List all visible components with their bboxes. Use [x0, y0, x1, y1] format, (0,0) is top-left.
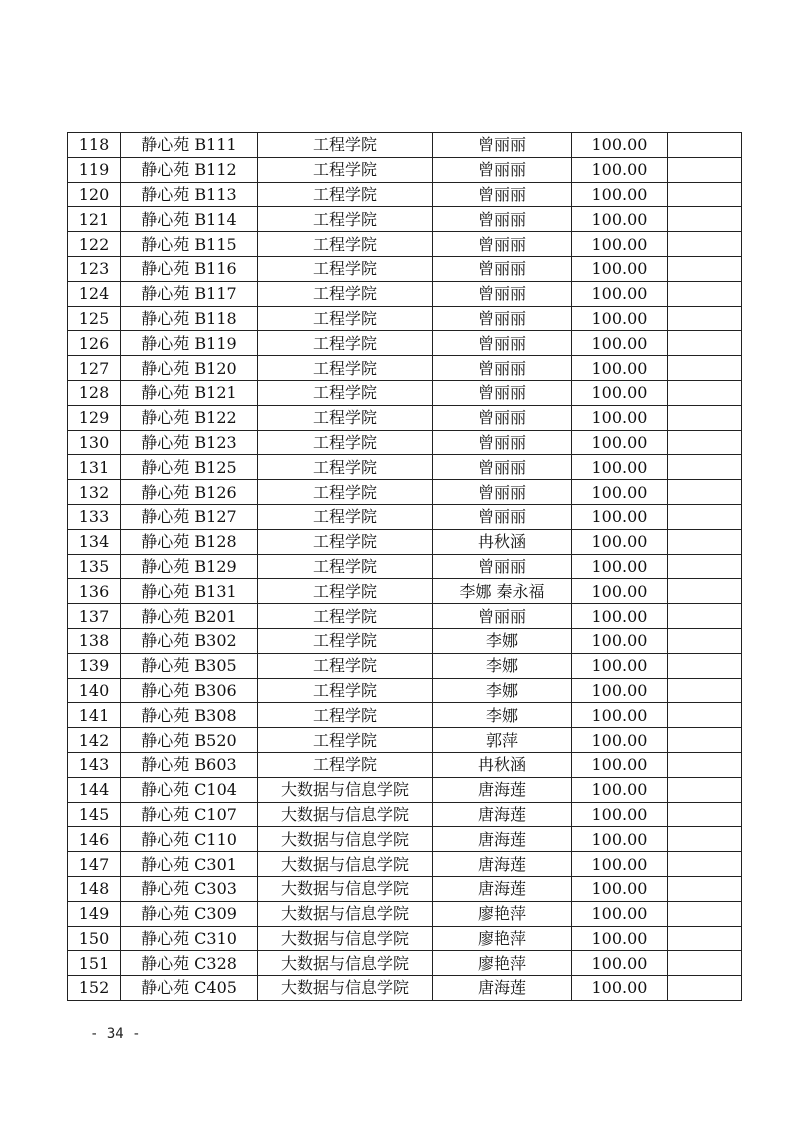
cell-amount: 100.00 — [572, 380, 668, 405]
cell-college: 工程学院 — [258, 157, 433, 182]
cell-amount: 100.00 — [572, 256, 668, 281]
cell-college: 工程学院 — [258, 728, 433, 753]
cell-college: 工程学院 — [258, 604, 433, 629]
table-row — [68, 703, 742, 728]
cell-room: 静心苑 C405 — [121, 976, 258, 1001]
cell-person-in-charge: 唐海莲 — [433, 852, 572, 877]
cell-amount: 100.00 — [572, 455, 668, 480]
cell-college: 工程学院 — [258, 703, 433, 728]
cell-row-number: 150 — [68, 926, 121, 951]
cell-amount: 100.00 — [572, 480, 668, 505]
cell-remark — [668, 951, 742, 976]
cell-room: 静心苑 C310 — [121, 926, 258, 951]
cell-remark — [668, 157, 742, 182]
cell-person-in-charge: 郭萍 — [433, 728, 572, 753]
cell-amount: 100.00 — [572, 752, 668, 777]
cell-college: 工程学院 — [258, 331, 433, 356]
cell-person-in-charge: 曾丽丽 — [433, 554, 572, 579]
cell-row-number: 148 — [68, 876, 121, 901]
cell-college: 大数据与信息学院 — [258, 976, 433, 1001]
cell-row-number: 123 — [68, 256, 121, 281]
cell-row-number: 131 — [68, 455, 121, 480]
cell-room: 静心苑 B117 — [121, 281, 258, 306]
table-row — [68, 380, 742, 405]
cell-room: 静心苑 B126 — [121, 480, 258, 505]
cell-person-in-charge: 李娜 — [433, 628, 572, 653]
cell-college: 工程学院 — [258, 380, 433, 405]
cell-remark — [668, 529, 742, 554]
cell-room: 静心苑 B119 — [121, 331, 258, 356]
cell-person-in-charge: 唐海莲 — [433, 876, 572, 901]
cell-room: 静心苑 B603 — [121, 752, 258, 777]
cell-room: 静心苑 C110 — [121, 827, 258, 852]
cell-amount: 100.00 — [572, 901, 668, 926]
cell-room: 静心苑 B127 — [121, 504, 258, 529]
cell-person-in-charge: 曾丽丽 — [433, 430, 572, 455]
cell-row-number: 137 — [68, 604, 121, 629]
cell-room: 静心苑 B131 — [121, 579, 258, 604]
dormitory-table-container — [67, 132, 741, 1001]
cell-college: 大数据与信息学院 — [258, 901, 433, 926]
cell-row-number: 135 — [68, 554, 121, 579]
cell-row-number: 132 — [68, 480, 121, 505]
table-row — [68, 455, 742, 480]
cell-amount: 100.00 — [572, 827, 668, 852]
cell-room: 静心苑 B520 — [121, 728, 258, 753]
cell-college: 工程学院 — [258, 480, 433, 505]
table-row — [68, 480, 742, 505]
cell-remark — [668, 430, 742, 455]
cell-row-number: 140 — [68, 678, 121, 703]
cell-row-number: 129 — [68, 405, 121, 430]
cell-amount: 100.00 — [572, 157, 668, 182]
cell-room: 静心苑 C328 — [121, 951, 258, 976]
cell-row-number: 125 — [68, 306, 121, 331]
cell-college: 工程学院 — [258, 133, 433, 158]
cell-amount: 100.00 — [572, 876, 668, 901]
cell-remark — [668, 232, 742, 257]
cell-remark — [668, 281, 742, 306]
cell-remark — [668, 455, 742, 480]
cell-college: 工程学院 — [258, 306, 433, 331]
table-row — [68, 777, 742, 802]
cell-person-in-charge: 曾丽丽 — [433, 604, 572, 629]
cell-remark — [668, 182, 742, 207]
table-row — [68, 876, 742, 901]
cell-amount: 100.00 — [572, 653, 668, 678]
cell-amount: 100.00 — [572, 852, 668, 877]
cell-person-in-charge: 冉秋涵 — [433, 529, 572, 554]
cell-room: 静心苑 B306 — [121, 678, 258, 703]
cell-row-number: 126 — [68, 331, 121, 356]
cell-amount: 100.00 — [572, 306, 668, 331]
table-row — [68, 504, 742, 529]
cell-person-in-charge: 曾丽丽 — [433, 480, 572, 505]
cell-person-in-charge: 曾丽丽 — [433, 281, 572, 306]
cell-amount: 100.00 — [572, 133, 668, 158]
cell-row-number: 141 — [68, 703, 121, 728]
cell-remark — [668, 579, 742, 604]
cell-remark — [668, 926, 742, 951]
cell-remark — [668, 256, 742, 281]
table-body — [68, 133, 742, 1001]
cell-person-in-charge: 唐海莲 — [433, 802, 572, 827]
cell-amount: 100.00 — [572, 405, 668, 430]
cell-room: 静心苑 B118 — [121, 306, 258, 331]
table-row — [68, 356, 742, 381]
table-row — [68, 157, 742, 182]
cell-remark — [668, 306, 742, 331]
cell-person-in-charge: 曾丽丽 — [433, 157, 572, 182]
cell-room: 静心苑 B114 — [121, 207, 258, 232]
cell-college: 工程学院 — [258, 356, 433, 381]
cell-person-in-charge: 曾丽丽 — [433, 133, 572, 158]
cell-person-in-charge: 曾丽丽 — [433, 455, 572, 480]
cell-person-in-charge: 唐海莲 — [433, 827, 572, 852]
table-row — [68, 976, 742, 1001]
table-row — [68, 951, 742, 976]
cell-college: 大数据与信息学院 — [258, 876, 433, 901]
cell-person-in-charge: 曾丽丽 — [433, 356, 572, 381]
cell-row-number: 151 — [68, 951, 121, 976]
cell-room: 静心苑 B112 — [121, 157, 258, 182]
cell-remark — [668, 852, 742, 877]
cell-person-in-charge: 曾丽丽 — [433, 182, 572, 207]
cell-row-number: 142 — [68, 728, 121, 753]
cell-amount: 100.00 — [572, 728, 668, 753]
cell-remark — [668, 976, 742, 1001]
cell-amount: 100.00 — [572, 604, 668, 629]
cell-room: 静心苑 B111 — [121, 133, 258, 158]
cell-room: 静心苑 B120 — [121, 356, 258, 381]
cell-amount: 100.00 — [572, 703, 668, 728]
cell-amount: 100.00 — [572, 926, 668, 951]
cell-remark — [668, 480, 742, 505]
table-row — [68, 232, 742, 257]
cell-row-number: 122 — [68, 232, 121, 257]
table-row — [68, 430, 742, 455]
cell-remark — [668, 504, 742, 529]
cell-person-in-charge: 曾丽丽 — [433, 331, 572, 356]
cell-person-in-charge: 唐海莲 — [433, 976, 572, 1001]
cell-college: 工程学院 — [258, 430, 433, 455]
cell-college: 工程学院 — [258, 752, 433, 777]
cell-remark — [668, 678, 742, 703]
cell-college: 工程学院 — [258, 554, 433, 579]
cell-amount: 100.00 — [572, 777, 668, 802]
cell-room: 静心苑 C104 — [121, 777, 258, 802]
table-row — [68, 752, 742, 777]
cell-amount: 100.00 — [572, 356, 668, 381]
cell-amount: 100.00 — [572, 802, 668, 827]
cell-amount: 100.00 — [572, 232, 668, 257]
page-number: - 34 - — [90, 1026, 141, 1042]
cell-amount: 100.00 — [572, 281, 668, 306]
cell-room: 静心苑 B113 — [121, 182, 258, 207]
table-row — [68, 653, 742, 678]
table-row — [68, 306, 742, 331]
cell-person-in-charge: 曾丽丽 — [433, 306, 572, 331]
table-row — [68, 901, 742, 926]
cell-remark — [668, 331, 742, 356]
cell-row-number: 152 — [68, 976, 121, 1001]
table-row — [68, 529, 742, 554]
table-row — [68, 331, 742, 356]
cell-room: 静心苑 B122 — [121, 405, 258, 430]
cell-room: 静心苑 C303 — [121, 876, 258, 901]
cell-amount: 100.00 — [572, 529, 668, 554]
cell-person-in-charge: 曾丽丽 — [433, 256, 572, 281]
cell-college: 工程学院 — [258, 529, 433, 554]
cell-college: 工程学院 — [258, 207, 433, 232]
cell-college: 大数据与信息学院 — [258, 926, 433, 951]
table-row — [68, 256, 742, 281]
cell-remark — [668, 604, 742, 629]
cell-amount: 100.00 — [572, 504, 668, 529]
table-row — [68, 554, 742, 579]
cell-remark — [668, 827, 742, 852]
cell-room: 静心苑 B129 — [121, 554, 258, 579]
cell-remark — [668, 405, 742, 430]
cell-remark — [668, 653, 742, 678]
cell-remark — [668, 554, 742, 579]
cell-room: 静心苑 C107 — [121, 802, 258, 827]
cell-amount: 100.00 — [572, 678, 668, 703]
cell-row-number: 146 — [68, 827, 121, 852]
cell-person-in-charge: 廖艳萍 — [433, 901, 572, 926]
table-row — [68, 628, 742, 653]
cell-row-number: 120 — [68, 182, 121, 207]
cell-remark — [668, 207, 742, 232]
cell-row-number: 144 — [68, 777, 121, 802]
cell-row-number: 136 — [68, 579, 121, 604]
cell-room: 静心苑 C309 — [121, 901, 258, 926]
cell-amount: 100.00 — [572, 430, 668, 455]
table-row — [68, 579, 742, 604]
cell-college: 大数据与信息学院 — [258, 827, 433, 852]
cell-remark — [668, 628, 742, 653]
cell-person-in-charge: 曾丽丽 — [433, 232, 572, 257]
cell-college: 工程学院 — [258, 579, 433, 604]
cell-person-in-charge: 廖艳萍 — [433, 951, 572, 976]
cell-remark — [668, 752, 742, 777]
cell-room: 静心苑 B115 — [121, 232, 258, 257]
cell-row-number: 147 — [68, 852, 121, 877]
cell-remark — [668, 133, 742, 158]
cell-person-in-charge: 曾丽丽 — [433, 380, 572, 405]
cell-row-number: 133 — [68, 504, 121, 529]
cell-college: 大数据与信息学院 — [258, 852, 433, 877]
cell-person-in-charge: 李娜 — [433, 678, 572, 703]
cell-row-number: 118 — [68, 133, 121, 158]
cell-college: 工程学院 — [258, 628, 433, 653]
cell-college: 工程学院 — [258, 281, 433, 306]
cell-row-number: 145 — [68, 802, 121, 827]
cell-row-number: 139 — [68, 653, 121, 678]
table-row — [68, 281, 742, 306]
cell-row-number: 143 — [68, 752, 121, 777]
cell-college: 大数据与信息学院 — [258, 951, 433, 976]
table-row — [68, 827, 742, 852]
cell-amount: 100.00 — [572, 182, 668, 207]
cell-row-number: 130 — [68, 430, 121, 455]
table-row — [68, 207, 742, 232]
cell-row-number: 128 — [68, 380, 121, 405]
dormitory-fee-table — [67, 132, 742, 1001]
table-row — [68, 802, 742, 827]
cell-remark — [668, 703, 742, 728]
cell-college: 工程学院 — [258, 678, 433, 703]
table-row — [68, 678, 742, 703]
cell-person-in-charge: 唐海莲 — [433, 777, 572, 802]
cell-college: 工程学院 — [258, 232, 433, 257]
cell-row-number: 138 — [68, 628, 121, 653]
cell-row-number: 119 — [68, 157, 121, 182]
cell-amount: 100.00 — [572, 207, 668, 232]
cell-amount: 100.00 — [572, 951, 668, 976]
cell-remark — [668, 802, 742, 827]
cell-row-number: 149 — [68, 901, 121, 926]
cell-college: 工程学院 — [258, 455, 433, 480]
cell-row-number: 134 — [68, 529, 121, 554]
cell-person-in-charge: 曾丽丽 — [433, 504, 572, 529]
cell-room: 静心苑 B308 — [121, 703, 258, 728]
cell-person-in-charge: 廖艳萍 — [433, 926, 572, 951]
cell-remark — [668, 728, 742, 753]
cell-row-number: 127 — [68, 356, 121, 381]
cell-remark — [668, 876, 742, 901]
cell-row-number: 121 — [68, 207, 121, 232]
table-row — [68, 728, 742, 753]
cell-person-in-charge: 冉秋涵 — [433, 752, 572, 777]
cell-college: 工程学院 — [258, 256, 433, 281]
cell-remark — [668, 901, 742, 926]
table-row — [68, 604, 742, 629]
cell-person-in-charge: 李娜 — [433, 703, 572, 728]
cell-college: 工程学院 — [258, 504, 433, 529]
cell-person-in-charge: 曾丽丽 — [433, 207, 572, 232]
cell-room: 静心苑 B305 — [121, 653, 258, 678]
table-row — [68, 182, 742, 207]
cell-person-in-charge: 李娜 秦永福 — [433, 579, 572, 604]
cell-room: 静心苑 C301 — [121, 852, 258, 877]
table-row — [68, 852, 742, 877]
cell-college: 工程学院 — [258, 405, 433, 430]
cell-amount: 100.00 — [572, 628, 668, 653]
cell-college: 大数据与信息学院 — [258, 802, 433, 827]
cell-room: 静心苑 B121 — [121, 380, 258, 405]
cell-remark — [668, 777, 742, 802]
cell-remark — [668, 380, 742, 405]
table-row — [68, 133, 742, 158]
cell-room: 静心苑 B125 — [121, 455, 258, 480]
cell-amount: 100.00 — [572, 976, 668, 1001]
cell-room: 静心苑 B123 — [121, 430, 258, 455]
cell-row-number: 124 — [68, 281, 121, 306]
cell-amount: 100.00 — [572, 331, 668, 356]
cell-remark — [668, 356, 742, 381]
cell-college: 工程学院 — [258, 653, 433, 678]
cell-person-in-charge: 曾丽丽 — [433, 405, 572, 430]
table-row — [68, 926, 742, 951]
cell-person-in-charge: 李娜 — [433, 653, 572, 678]
cell-amount: 100.00 — [572, 554, 668, 579]
cell-college: 工程学院 — [258, 182, 433, 207]
cell-room: 静心苑 B201 — [121, 604, 258, 629]
cell-college: 大数据与信息学院 — [258, 777, 433, 802]
table-row — [68, 405, 742, 430]
cell-room: 静心苑 B302 — [121, 628, 258, 653]
cell-room: 静心苑 B116 — [121, 256, 258, 281]
cell-room: 静心苑 B128 — [121, 529, 258, 554]
cell-amount: 100.00 — [572, 579, 668, 604]
